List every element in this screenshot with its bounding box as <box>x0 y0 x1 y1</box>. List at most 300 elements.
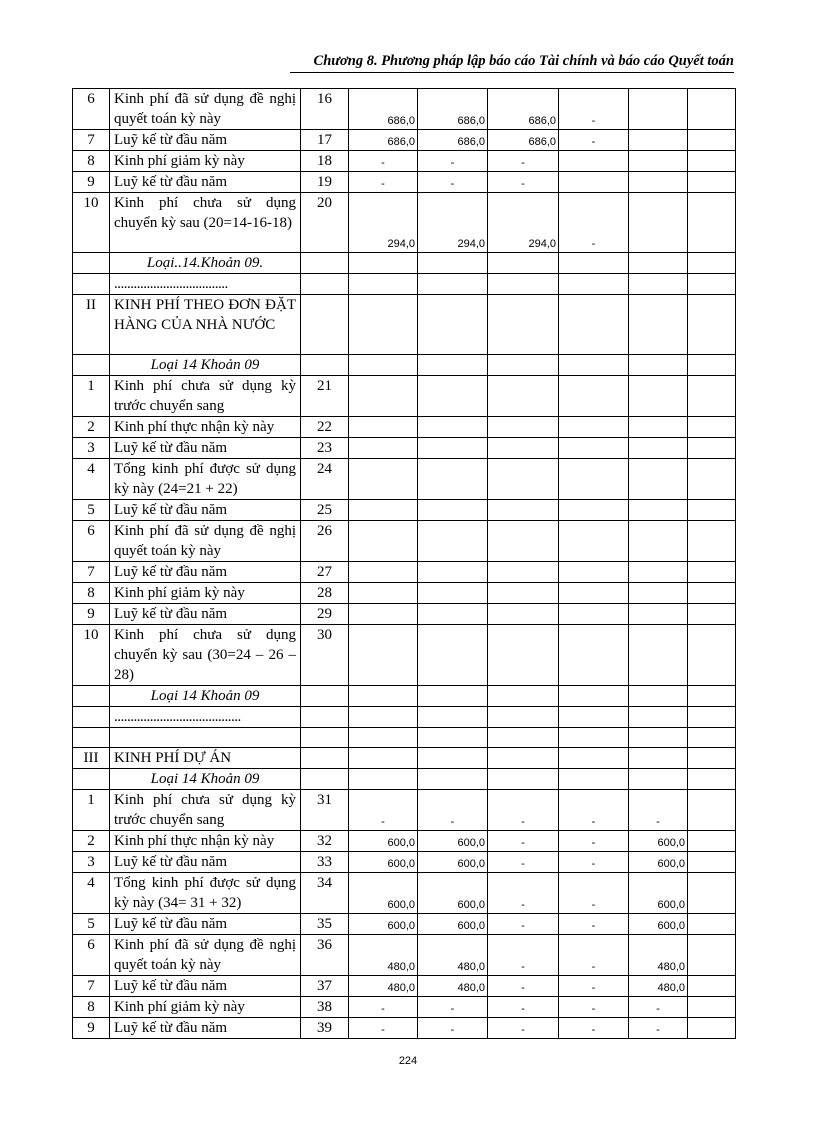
value-cell <box>418 521 488 562</box>
table-row <box>73 193 736 253</box>
content-cell: Luỹ kế từ đầu năm <box>110 130 301 151</box>
page-number: 224 <box>398 1055 418 1067</box>
table-row <box>73 253 736 274</box>
content-cell: Kinh phí đã sử dụng đề nghị quyết toán kỳ này <box>110 89 301 130</box>
value-cell: 686,0 <box>349 89 418 130</box>
value-cell: - <box>488 914 559 935</box>
value-cell: - <box>559 976 629 997</box>
table-row <box>73 355 736 376</box>
code-cell: 38 <box>301 997 349 1018</box>
code-cell: 18 <box>301 151 349 172</box>
value-cell <box>349 459 418 500</box>
code-cell: 31 <box>301 790 349 831</box>
code-cell: 25 <box>301 500 349 521</box>
value-cell: 480,0 <box>629 976 688 997</box>
value-cell: 600,0 <box>418 831 488 852</box>
value-cell <box>629 274 688 295</box>
value-cell <box>559 686 629 707</box>
value-cell: - <box>559 914 629 935</box>
value-cell <box>488 707 559 728</box>
value-cell: - <box>418 1018 488 1039</box>
value-cell <box>559 748 629 769</box>
value-cell <box>349 295 418 355</box>
value-cell <box>349 583 418 604</box>
value-cell <box>688 914 736 935</box>
value-cell <box>349 707 418 728</box>
value-cell: 480,0 <box>629 935 688 976</box>
content-cell: Luỹ kế từ đầu năm <box>110 438 301 459</box>
value-cell: - <box>488 997 559 1018</box>
content-cell: Kinh phí chưa sử dụng kỳ trước chuyển sang <box>110 790 301 831</box>
code-cell: 27 <box>301 562 349 583</box>
value-cell: - <box>488 172 559 193</box>
table-row <box>73 438 736 459</box>
value-cell: 686,0 <box>488 89 559 130</box>
value-cell <box>559 274 629 295</box>
value-cell <box>488 728 559 748</box>
row-number-cell: 9 <box>73 172 110 193</box>
value-cell: - <box>488 790 559 831</box>
code-cell: 17 <box>301 130 349 151</box>
value-cell <box>418 253 488 274</box>
value-cell: 480,0 <box>349 976 418 997</box>
value-cell <box>418 707 488 728</box>
value-cell <box>349 521 418 562</box>
row-number-cell: 3 <box>73 852 110 873</box>
content-cell: Kinh phí đã sử dụng đề nghị quyết toán kỳ này <box>110 935 301 976</box>
table-row <box>73 130 736 151</box>
row-number-cell: 9 <box>73 1018 110 1039</box>
code-cell: 29 <box>301 604 349 625</box>
value-cell: - <box>418 790 488 831</box>
value-cell <box>349 376 418 417</box>
table-row <box>73 935 736 976</box>
value-cell <box>688 376 736 417</box>
table-row <box>73 625 736 686</box>
value-cell <box>488 604 559 625</box>
table-row <box>73 583 736 604</box>
value-cell <box>559 604 629 625</box>
row-number-cell <box>73 707 110 728</box>
financial-report-table <box>72 88 736 1039</box>
value-cell <box>629 417 688 438</box>
value-cell: - <box>629 997 688 1018</box>
value-cell: - <box>488 852 559 873</box>
content-cell: ....................................... <box>110 707 301 728</box>
content-cell: Kinh phí thực nhận kỳ này <box>110 417 301 438</box>
code-cell <box>301 707 349 728</box>
value-cell <box>688 274 736 295</box>
value-cell: - <box>349 790 418 831</box>
value-cell <box>559 625 629 686</box>
row-number-cell <box>73 769 110 790</box>
table-row <box>73 89 736 130</box>
value-cell: - <box>488 873 559 914</box>
row-number-cell: 7 <box>73 130 110 151</box>
value-cell: 600,0 <box>418 914 488 935</box>
content-cell: Kinh phí chưa sử dụng chuyển kỳ sau (30=24 – 26 – 28) <box>110 625 301 686</box>
value-cell <box>629 130 688 151</box>
value-cell <box>559 583 629 604</box>
value-cell: 480,0 <box>418 976 488 997</box>
code-cell: 35 <box>301 914 349 935</box>
table-row <box>73 459 736 500</box>
code-cell: 20 <box>301 193 349 253</box>
value-cell: - <box>559 1018 629 1039</box>
content-cell: Kinh phí đã sử dụng đề nghị quyết toán kỳ này <box>110 521 301 562</box>
table-row <box>73 707 736 728</box>
value-cell <box>629 625 688 686</box>
content-cell: Loại 14 Khoản 09 <box>110 769 301 790</box>
table-row <box>73 748 736 769</box>
value-cell: 600,0 <box>349 873 418 914</box>
row-number-cell: 3 <box>73 438 110 459</box>
value-cell: - <box>559 89 629 130</box>
code-cell: 24 <box>301 459 349 500</box>
row-number-cell <box>73 728 110 748</box>
content-cell: KINH PHÍ DỰ ÁN <box>110 748 301 769</box>
table-row <box>73 769 736 790</box>
chapter-header: Chương 8. Phương pháp lập báo cáo Tài chính và báo cáo Quyết toán <box>290 52 734 73</box>
value-cell <box>418 376 488 417</box>
value-cell <box>418 274 488 295</box>
value-cell: 686,0 <box>488 130 559 151</box>
value-cell <box>688 172 736 193</box>
table-row <box>73 274 736 295</box>
value-cell <box>629 89 688 130</box>
value-cell <box>629 253 688 274</box>
value-cell <box>418 625 488 686</box>
value-cell <box>688 193 736 253</box>
content-cell: Kinh phí giảm kỳ này <box>110 151 301 172</box>
value-cell: - <box>559 831 629 852</box>
code-cell: 37 <box>301 976 349 997</box>
value-cell <box>418 438 488 459</box>
content-cell <box>110 728 301 748</box>
value-cell: - <box>559 873 629 914</box>
value-cell: 600,0 <box>629 831 688 852</box>
value-cell: - <box>559 790 629 831</box>
value-cell <box>688 852 736 873</box>
value-cell <box>488 625 559 686</box>
value-cell <box>349 769 418 790</box>
value-cell <box>488 748 559 769</box>
code-cell <box>301 728 349 748</box>
code-cell: 32 <box>301 831 349 852</box>
table-row <box>73 997 736 1018</box>
row-number-cell: 10 <box>73 193 110 253</box>
code-cell <box>301 253 349 274</box>
table-row <box>73 790 736 831</box>
content-cell: Loại..14.Khoản 09. <box>110 253 301 274</box>
value-cell <box>688 355 736 376</box>
value-cell: 294,0 <box>349 193 418 253</box>
code-cell: 23 <box>301 438 349 459</box>
value-cell <box>629 151 688 172</box>
value-cell: 480,0 <box>418 935 488 976</box>
code-cell <box>301 295 349 355</box>
value-cell <box>559 151 629 172</box>
value-cell <box>688 625 736 686</box>
value-cell: 600,0 <box>629 914 688 935</box>
row-number-cell: 8 <box>73 583 110 604</box>
value-cell <box>418 417 488 438</box>
row-number-cell: 1 <box>73 376 110 417</box>
value-cell <box>418 686 488 707</box>
value-cell: - <box>559 193 629 253</box>
value-cell <box>629 295 688 355</box>
value-cell <box>559 376 629 417</box>
value-cell <box>488 295 559 355</box>
value-cell: 600,0 <box>629 852 688 873</box>
value-cell <box>559 172 629 193</box>
value-cell <box>559 295 629 355</box>
row-number-cell: 7 <box>73 562 110 583</box>
value-cell: 686,0 <box>418 89 488 130</box>
value-cell: 600,0 <box>349 852 418 873</box>
value-cell <box>688 253 736 274</box>
row-number-cell: III <box>73 748 110 769</box>
value-cell <box>629 193 688 253</box>
value-cell <box>488 562 559 583</box>
value-cell: - <box>418 997 488 1018</box>
value-cell <box>488 686 559 707</box>
content-cell: Luỹ kế từ đầu năm <box>110 976 301 997</box>
code-cell <box>301 686 349 707</box>
value-cell <box>488 521 559 562</box>
value-cell <box>629 355 688 376</box>
value-cell <box>418 459 488 500</box>
row-number-cell <box>73 355 110 376</box>
table-row <box>73 728 736 748</box>
value-cell <box>629 583 688 604</box>
value-cell <box>349 355 418 376</box>
table-row <box>73 914 736 935</box>
table-row <box>73 1018 736 1039</box>
value-cell <box>418 604 488 625</box>
code-cell: 30 <box>301 625 349 686</box>
table-row <box>73 604 736 625</box>
value-cell <box>349 748 418 769</box>
table-row <box>73 873 736 914</box>
value-cell <box>349 562 418 583</box>
value-cell <box>418 583 488 604</box>
value-cell <box>688 130 736 151</box>
value-cell: - <box>349 1018 418 1039</box>
code-cell: 36 <box>301 935 349 976</box>
value-cell <box>688 707 736 728</box>
row-number-cell: 5 <box>73 500 110 521</box>
content-cell: Luỹ kế từ đầu năm <box>110 500 301 521</box>
value-cell <box>688 976 736 997</box>
code-cell <box>301 274 349 295</box>
value-cell <box>629 769 688 790</box>
value-cell <box>418 295 488 355</box>
value-cell <box>418 748 488 769</box>
value-cell <box>349 604 418 625</box>
value-cell <box>629 707 688 728</box>
row-number-cell: 5 <box>73 914 110 935</box>
value-cell <box>688 935 736 976</box>
value-cell: - <box>559 130 629 151</box>
content-cell: Tổng kinh phí được sử dụng kỳ này (34= 31 + 32) <box>110 873 301 914</box>
row-number-cell: 6 <box>73 89 110 130</box>
value-cell <box>688 89 736 130</box>
value-cell <box>688 873 736 914</box>
value-cell <box>629 686 688 707</box>
value-cell <box>559 728 629 748</box>
value-cell <box>688 769 736 790</box>
row-number-cell: 8 <box>73 997 110 1018</box>
value-cell: - <box>349 172 418 193</box>
value-cell <box>629 562 688 583</box>
value-cell <box>488 769 559 790</box>
row-number-cell: 8 <box>73 151 110 172</box>
row-number-cell: 10 <box>73 625 110 686</box>
table-row <box>73 852 736 873</box>
value-cell <box>688 438 736 459</box>
table-row <box>73 151 736 172</box>
value-cell: - <box>559 997 629 1018</box>
content-cell: Loại 14 Khoản 09 <box>110 686 301 707</box>
value-cell <box>349 274 418 295</box>
value-cell <box>688 997 736 1018</box>
value-cell <box>688 604 736 625</box>
value-cell: - <box>349 151 418 172</box>
value-cell <box>688 1018 736 1039</box>
value-cell: - <box>488 1018 559 1039</box>
table-row <box>73 521 736 562</box>
value-cell <box>349 728 418 748</box>
content-cell: Kinh phí thực nhận kỳ này <box>110 831 301 852</box>
value-cell <box>688 728 736 748</box>
value-cell <box>418 769 488 790</box>
value-cell <box>488 376 559 417</box>
row-number-cell <box>73 274 110 295</box>
value-cell <box>688 790 736 831</box>
value-cell <box>349 253 418 274</box>
content-cell: Luỹ kế từ đầu năm <box>110 604 301 625</box>
value-cell: - <box>559 852 629 873</box>
value-cell: - <box>418 172 488 193</box>
value-cell <box>688 151 736 172</box>
value-cell <box>629 376 688 417</box>
value-cell <box>629 748 688 769</box>
value-cell <box>349 500 418 521</box>
value-cell <box>349 438 418 459</box>
value-cell <box>688 562 736 583</box>
value-cell <box>688 295 736 355</box>
value-cell: 686,0 <box>418 130 488 151</box>
value-cell <box>349 625 418 686</box>
code-cell: 19 <box>301 172 349 193</box>
code-cell: 26 <box>301 521 349 562</box>
value-cell: - <box>349 997 418 1018</box>
value-cell <box>629 438 688 459</box>
table-row <box>73 417 736 438</box>
value-cell <box>559 459 629 500</box>
value-cell <box>559 521 629 562</box>
value-cell: 600,0 <box>349 914 418 935</box>
value-cell <box>559 253 629 274</box>
value-cell: - <box>488 831 559 852</box>
content-cell: Luỹ kế từ đầu năm <box>110 914 301 935</box>
value-cell <box>559 438 629 459</box>
table-row <box>73 172 736 193</box>
value-cell: 600,0 <box>418 873 488 914</box>
value-cell <box>418 500 488 521</box>
value-cell <box>418 355 488 376</box>
value-cell <box>559 417 629 438</box>
row-number-cell: 9 <box>73 604 110 625</box>
table-row <box>73 831 736 852</box>
row-number-cell: 1 <box>73 790 110 831</box>
value-cell <box>488 417 559 438</box>
row-number-cell: 7 <box>73 976 110 997</box>
content-cell: Tổng kinh phí được sử dụng kỳ này (24=21 + 22) <box>110 459 301 500</box>
value-cell <box>688 831 736 852</box>
value-cell <box>688 748 736 769</box>
content-cell: ................................... <box>110 274 301 295</box>
content-cell: Kinh phí giảm kỳ này <box>110 997 301 1018</box>
value-cell: - <box>559 935 629 976</box>
value-cell: - <box>629 790 688 831</box>
table-body <box>73 89 736 1039</box>
value-cell <box>488 459 559 500</box>
value-cell <box>488 274 559 295</box>
value-cell <box>688 417 736 438</box>
value-cell: 600,0 <box>629 873 688 914</box>
code-cell <box>301 769 349 790</box>
value-cell: 294,0 <box>488 193 559 253</box>
content-cell: KINH PHÍ THEO ĐƠN ĐẶT HÀNG CỦA NHÀ NƯỚC <box>110 295 301 355</box>
value-cell <box>629 500 688 521</box>
value-cell <box>349 686 418 707</box>
code-cell: 22 <box>301 417 349 438</box>
value-cell <box>488 500 559 521</box>
row-number-cell: 4 <box>73 873 110 914</box>
row-number-cell: 2 <box>73 417 110 438</box>
content-cell: Luỹ kế từ đầu năm <box>110 852 301 873</box>
value-cell: 600,0 <box>349 831 418 852</box>
value-cell: - <box>418 151 488 172</box>
table-row <box>73 295 736 355</box>
code-cell: 28 <box>301 583 349 604</box>
row-number-cell <box>73 686 110 707</box>
content-cell: Kinh phí chưa sử dụng kỳ trước chuyển sang <box>110 376 301 417</box>
code-cell <box>301 748 349 769</box>
row-number-cell: 6 <box>73 521 110 562</box>
row-number-cell: II <box>73 295 110 355</box>
code-cell: 39 <box>301 1018 349 1039</box>
value-cell <box>559 355 629 376</box>
value-cell: 480,0 <box>349 935 418 976</box>
value-cell <box>349 417 418 438</box>
value-cell <box>488 583 559 604</box>
table-row <box>73 686 736 707</box>
content-cell: Luỹ kế từ đầu năm <box>110 562 301 583</box>
value-cell <box>688 521 736 562</box>
content-cell: Kinh phí giảm kỳ này <box>110 583 301 604</box>
table-row <box>73 500 736 521</box>
value-cell <box>688 500 736 521</box>
value-cell <box>488 355 559 376</box>
value-cell <box>418 562 488 583</box>
value-cell <box>559 562 629 583</box>
value-cell <box>559 769 629 790</box>
code-cell <box>301 355 349 376</box>
code-cell: 34 <box>301 873 349 914</box>
